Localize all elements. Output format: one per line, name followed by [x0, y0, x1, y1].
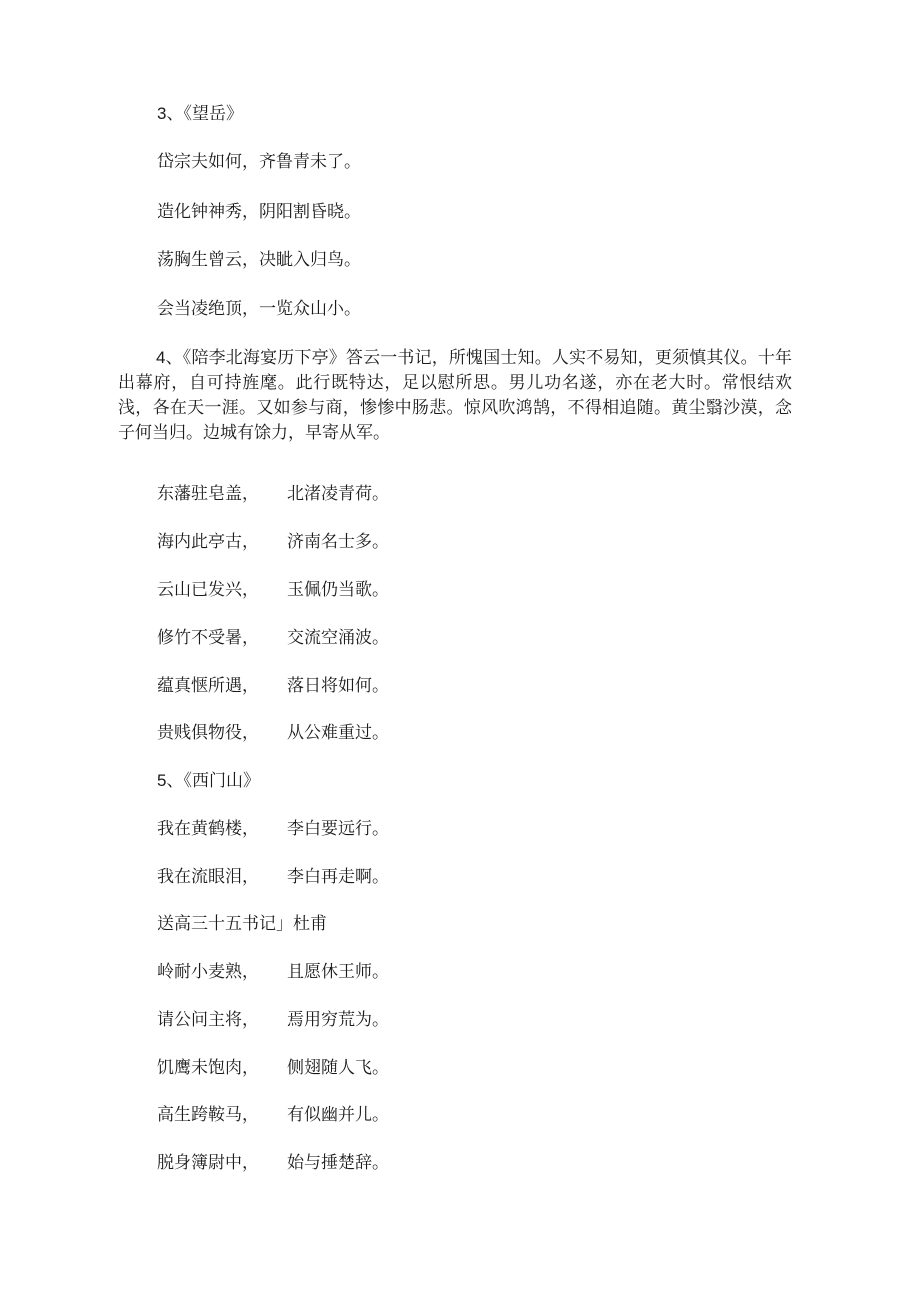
couplet	[157, 960, 389, 984]
couplet-second: 济南名士多。	[287, 532, 389, 552]
couplet-second: 从公难重过。	[287, 723, 389, 743]
couplet	[157, 1151, 389, 1175]
couplet-second: 有似幽并儿。	[287, 1105, 389, 1125]
section-5-number: 5、	[157, 771, 184, 790]
section-3-heading	[157, 102, 243, 126]
poem-line: 造化钟神秀，阴阳割昏晓。	[157, 202, 361, 222]
couplet-first: 我在流眼泪，	[157, 867, 259, 887]
couplet	[157, 482, 389, 506]
couplet-second: 始与捶楚辞。	[287, 1153, 389, 1173]
section-5-title: 《西门山》	[183, 771, 260, 791]
couplet-first: 饥鹰未饱肉，	[157, 1058, 259, 1078]
section-5-heading	[157, 769, 260, 793]
couplet-first: 脱身簿尉中，	[157, 1153, 259, 1173]
couplet-first: 云山已发兴，	[157, 580, 259, 600]
couplet-second: 李白再走啊。	[287, 867, 389, 887]
couplet-second: 且愿休王师。	[287, 962, 389, 982]
couplet	[157, 674, 389, 698]
section-4-text: 《陪李北海宴历下亭》答云一书记，所愧国士知。人实不易知，更须慎其仪。十年出幕府，自可持旌麾。此行既特达，足以慰所思。男儿功名遂，亦在老大时。常恨结欢浅，各在天一涯。又如参与商，惨惨中肠悲。惊风吹鸿鹄，不得相追随。黄尘翳沙漠，念子何当归。边城有馀力，早寄从军。	[118, 348, 792, 443]
couplet-first: 我在黄鹤楼，	[157, 819, 259, 839]
couplet	[157, 1103, 389, 1127]
section-4-paragraph	[118, 345, 792, 446]
couplet	[157, 1008, 389, 1032]
couplet-first: 贵贱俱物役，	[157, 723, 259, 743]
couplet-second: 交流空涌波。	[287, 628, 389, 648]
couplet-first: 东藩驻皂盖，	[157, 484, 259, 504]
couplet-second: 李白要远行。	[287, 819, 389, 839]
section-3-title: 《望岳》	[183, 104, 243, 124]
couplet	[157, 817, 389, 841]
poem-subtitle: 送高三十五书记」杜甫	[157, 914, 327, 934]
couplet	[157, 721, 389, 745]
couplet-second: 侧翅随人飞。	[287, 1058, 389, 1078]
couplet-second: 焉用穷荒为。	[287, 1010, 389, 1030]
couplet-first: 修竹不受暑，	[157, 628, 259, 648]
poem-line: 会当凌绝顶，一览众山小。	[157, 299, 361, 319]
couplet-first: 蕴真惬所遇，	[157, 676, 259, 696]
couplet-second: 玉佩仍当歌。	[287, 580, 389, 600]
section-4-number: 4、	[156, 348, 183, 367]
couplet-second: 落日将如何。	[287, 676, 389, 696]
couplet	[157, 578, 389, 602]
couplet-second: 北渚凌青荷。	[287, 484, 389, 504]
section-3-number: 3、	[157, 104, 184, 123]
couplet-first: 岭耐小麦熟，	[157, 962, 259, 982]
poem-line: 荡胸生曾云，决眦入归鸟。	[157, 250, 361, 270]
couplet	[157, 626, 389, 650]
couplet-first: 高生跨鞍马，	[157, 1105, 259, 1125]
couplet	[157, 530, 389, 554]
couplet-first: 请公问主将，	[157, 1010, 259, 1030]
couplet	[157, 1056, 389, 1080]
couplet	[157, 865, 389, 889]
couplet-first: 海内此亭古，	[157, 532, 259, 552]
poem-line: 岱宗夫如何，齐鲁青未了。	[157, 152, 361, 172]
